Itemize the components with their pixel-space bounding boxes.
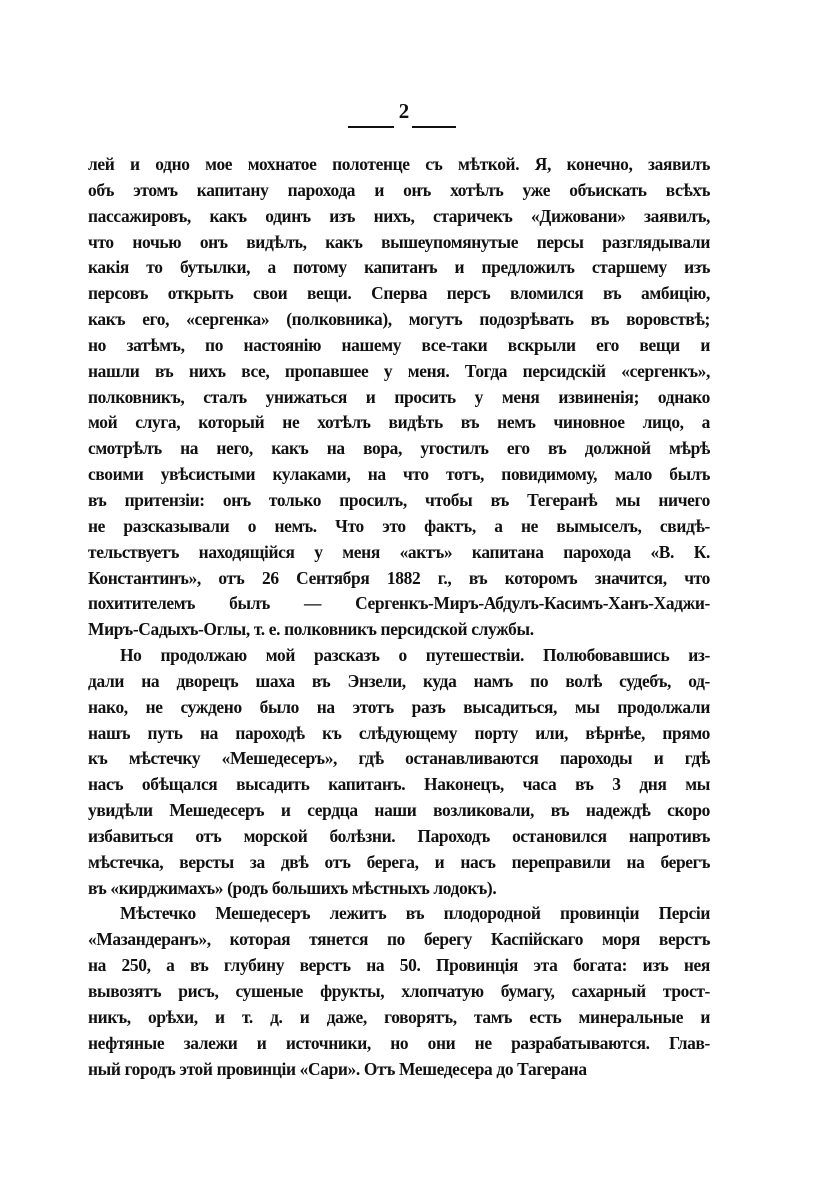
text-line: какъ его, «сергенка» (полковника), могутъ подозрѣвать въ воровствѣ; [88, 309, 710, 330]
text-line: нако, не суждено было на этотъ разъ высадиться, мы продолжали [88, 696, 710, 717]
text-line: въ притензіи: онъ только просилъ, чтобы въ Тегеранѣ мы ничего [88, 489, 710, 510]
text-line: смотрѣлъ на него, какъ на вора, угостилъ его въ должной мѣрѣ [88, 438, 710, 459]
paragraph [88, 901, 710, 1082]
text-line: къ мѣстечку «Мешедесеръ», гдѣ останавливаются пароходы и гдѣ [88, 748, 710, 769]
text-line: мой слуга, который не хотѣлъ видѣть въ немъ чиновное лицо, а [88, 412, 710, 433]
text-line: Мѣстечко Мешедесеръ лежитъ въ плодородной провинціи Персіи [120, 903, 710, 924]
text-line: лей и одно мое мохнатое полотенце съ мѣткой. Я, конечно, заявилъ [88, 154, 710, 174]
text-line: но затѣмъ, по настоянію нашему все-таки вскрыли его вещи и [88, 334, 710, 355]
text-line: Но продолжаю мой разсказъ о путешествіи. Полюбовавшись из- [120, 645, 710, 666]
text-line: никъ, орѣхи, и т. д. и даже, говорятъ, тамъ есть минеральные и [88, 1006, 710, 1027]
text-line: увидѣли Мешедесеръ и сердца наши возликовали, въ надеждѣ скоро [88, 800, 710, 821]
text-line: Миръ-Садыхъ-Оглы, т. е. полковникъ персидской службы. [88, 619, 534, 640]
text-line: не разсказывали о немъ. Что это фактъ, а не вымыселъ, свидѣ- [88, 515, 710, 536]
text-line: похитителемъ былъ — Сергенкъ-Миръ-Абдулъ-Касимъ-Ханъ-Хаджи- [88, 593, 710, 614]
text-line: Константинъ», отъ 26 Сентября 1882 г., въ которомъ значится, что [88, 567, 710, 588]
text-line: что ночью онъ видѣлъ, какъ вышеупомянутые персы разглядывали [88, 231, 710, 252]
text-line: тельствуетъ находящійся у меня «актъ» капитана парохода «В. К. [88, 541, 710, 562]
text-line: вывозятъ рисъ, сушеные фрукты, хлопчатую бумагу, сахарный трост- [88, 981, 710, 1001]
text-line: мѣстечка, версты за двѣ отъ берега, и насъ переправили на берегъ [88, 851, 710, 872]
text-line: ный городъ этой провинціи «Сари». Отъ Мешедесера до Тагерана [88, 1058, 587, 1079]
text-line: избавиться отъ морской болѣзни. Пароходъ остановился напротивъ [88, 825, 710, 846]
text-line: нефтяные залежи и источники, но они не разрабатываются. Глав- [88, 1032, 710, 1053]
text-line: «Мазандеранъ», которая тянется по берегу Каспійскаго моря верстъ [88, 929, 710, 950]
text-line: объ этомъ капитану парохода и онъ хотѣлъ уже объискать всѣхъ [88, 179, 710, 200]
page-header [0, 98, 840, 132]
text-line: какія то бутылки, а потому капитанъ и предложилъ старшему изъ [88, 257, 710, 278]
text-line: персовъ открыть свои вещи. Сперва персъ вломился въ амбицію, [88, 283, 710, 304]
text-line: полковникъ, сталъ унижаться и просить у меня извиненія; однако [88, 386, 710, 407]
text-line: нашли въ нихъ все, пропавшее у меня. Тогда персидскій «сергенкъ», [88, 360, 710, 381]
text-line: пассажировъ, какъ одинъ изъ нихъ, старичекъ «Дижовани» заявилъ, [88, 205, 710, 226]
paragraph [88, 152, 710, 643]
page-number: 2 [398, 99, 410, 123]
text-line: дали на дворецъ шаха въ Энзели, куда намъ по волѣ судебъ, од- [88, 670, 710, 691]
text-line: насъ обѣщался высадить капитанъ. Наконецъ, часа въ 3 дня мы [88, 774, 710, 795]
body-text [88, 152, 710, 1082]
header-rule-left [348, 126, 394, 128]
text-line: своими увѣсистыми кулаками, на что тотъ, повидимому, мало былъ [88, 464, 710, 485]
paragraph [88, 643, 710, 901]
text-line: на 250, а въ глубину верстъ на 50. Провинція эта богата: изъ нея [88, 955, 710, 976]
text-line: въ «кирджимахъ» (родъ большихъ мѣстныхъ лодокъ). [88, 877, 497, 898]
text-line: нашъ путь на пароходѣ къ слѣдующему порту или, вѣрнѣе, прямо [88, 722, 710, 743]
header-rule-right [412, 126, 456, 128]
